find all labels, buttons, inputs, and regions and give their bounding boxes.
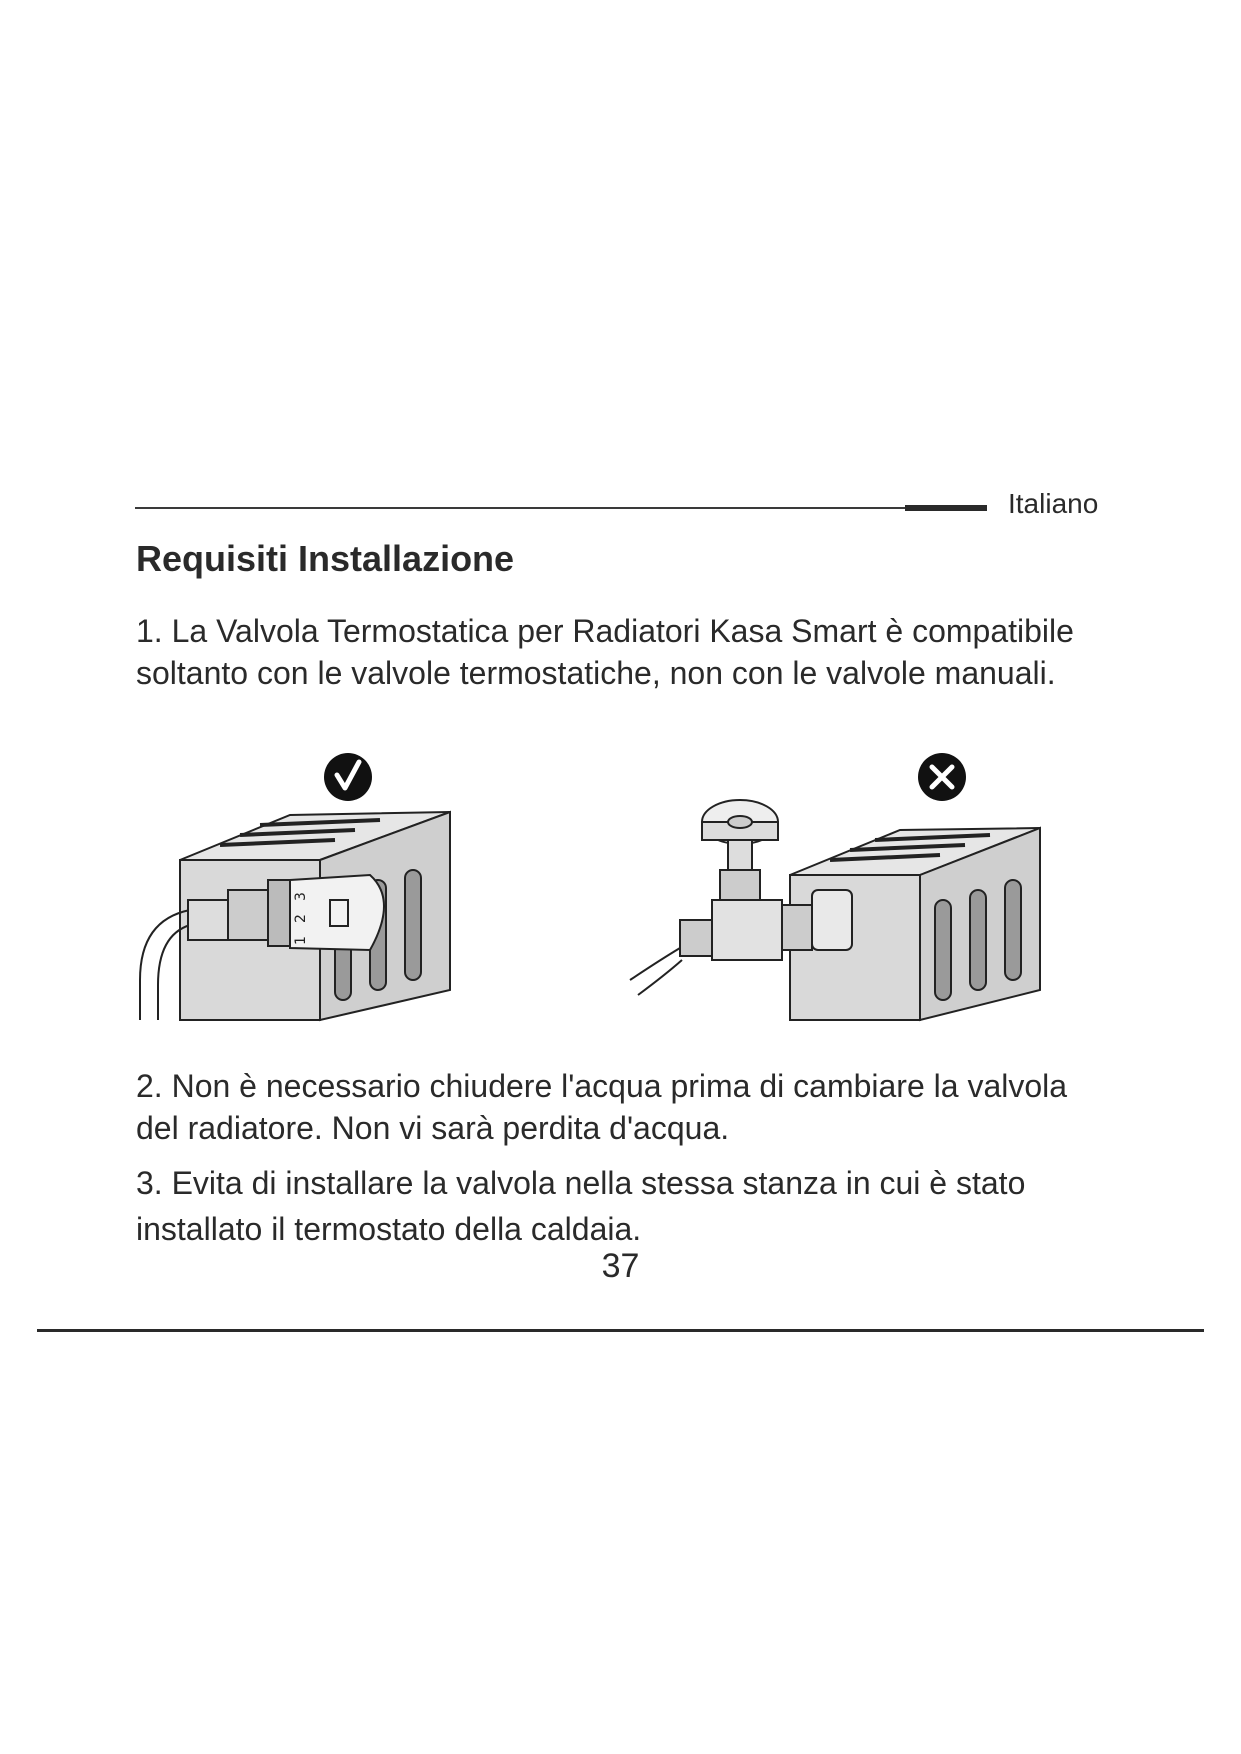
dial-number-3: 3 [293,892,309,901]
header-rule [135,507,905,509]
dial-number-1: 1 [293,936,309,945]
page-number: 37 [601,1247,640,1285]
cross-icon [918,753,966,801]
illustration-manual-valve [620,750,1070,1030]
language-label: Italiano [1008,488,1099,519]
footer-rule [37,1329,1204,1332]
header-rule-accent [905,505,987,511]
requirement-item-3: 3. Evita di installare la valvola nella stessa stanza in cui è stato installato il termostato della caldaia. [136,1165,1026,1247]
check-icon [324,753,372,801]
pipe-drawing [630,948,682,995]
section-title: Requisiti Installazione [136,538,515,579]
requirement-item-2: 2. Non è necessario chiudere l'acqua prima di cambiare la valvola del radiatore. Non vi sarà perdita d'acqua. [136,1068,1068,1146]
illustration-thermostatic-valve [130,750,470,1030]
dial-number-2: 2 [293,914,309,923]
requirement-item-1: 1. La Valvola Termostatica per Radiatori Kasa Smart è compatibile soltanto con le valvole termostatiche, non con le valvole manuali. [136,613,1074,691]
